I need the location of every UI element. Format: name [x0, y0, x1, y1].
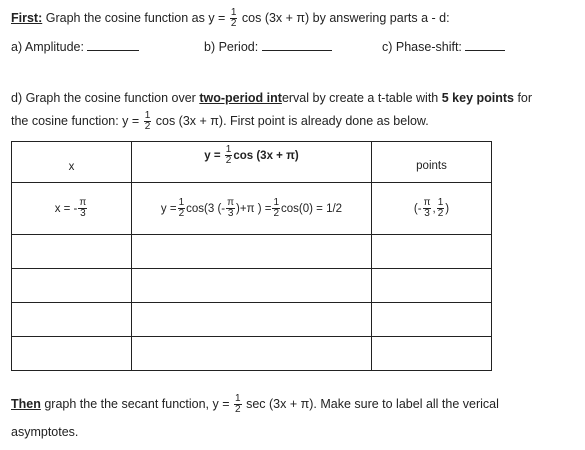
- cell-y-value[interactable]: y = $\frac{1}{2}$ cos(3 (- $\frac{\pi}{3}$ )+π ) = $\frac{1}{2}$ cos(0) = 1/2: [132, 183, 372, 235]
- intro-fraction: $\frac{1}{2}$: [230, 7, 237, 29]
- empty-cell[interactable]: [132, 303, 372, 337]
- intro-function: cos (3x + π) by answering parts a - d:: [241, 10, 450, 25]
- empty-cell[interactable]: [132, 337, 372, 371]
- table-row: [12, 235, 492, 269]
- phase-shift-blank[interactable]: [465, 40, 505, 51]
- header-y: y = $\frac{1}{2}$ cos (3x + π): [132, 142, 372, 183]
- period-blank[interactable]: [262, 40, 332, 51]
- intro-text: Graph the cosine function as y =: [45, 10, 226, 25]
- empty-cell[interactable]: [12, 269, 132, 303]
- key-points-emphasis: 5 key points: [441, 91, 514, 105]
- empty-cell[interactable]: [372, 337, 492, 371]
- empty-cell[interactable]: [12, 235, 132, 269]
- empty-cell[interactable]: [12, 337, 132, 371]
- empty-cell[interactable]: [372, 303, 492, 337]
- intro-label: First:: [11, 10, 43, 25]
- table-row: [12, 337, 492, 371]
- part-a: a) Amplitude:: [11, 40, 139, 54]
- empty-cell[interactable]: [372, 235, 492, 269]
- header-x: x: [12, 142, 132, 183]
- secant-line1: Then graph the the secant function, y = $\frac{1}{2}$ sec (3x + π). Make sure to label all the verical: [11, 393, 499, 415]
- part-d-fraction: $\frac{1}{2}$: [144, 110, 151, 132]
- secant-line2: asymptotes.: [11, 425, 79, 439]
- part-c: c) Phase-shift:: [382, 40, 505, 54]
- table-row: [12, 183, 492, 235]
- intro-line: [11, 8, 450, 29]
- t-table: [11, 141, 492, 371]
- amplitude-blank[interactable]: [87, 40, 139, 51]
- cell-x-value[interactable]: x = - $\frac{\pi}{3}$: [12, 183, 132, 235]
- header-points: points: [372, 142, 492, 183]
- part-b: b) Period:: [204, 40, 332, 54]
- two-period-emphasis: two-period int: [199, 91, 282, 105]
- empty-cell[interactable]: [132, 235, 372, 269]
- empty-cell[interactable]: [12, 303, 132, 337]
- cell-point-value[interactable]: (- $\frac{\pi}{3}$ , $\frac{1}{2}$ ): [372, 183, 492, 235]
- table-row: [12, 303, 492, 337]
- secant-label: Then: [11, 396, 41, 411]
- empty-cell[interactable]: [372, 269, 492, 303]
- part-d-line1: d) Graph the cosine function over two-period interval by create a t-table with 5 key points for: [11, 91, 533, 105]
- empty-cell[interactable]: [132, 269, 372, 303]
- part-d-line2: the cosine function: y = $\frac{1}{2}$ cos (3x + π). First point is already done as below.: [11, 110, 429, 132]
- secant-fraction: $\frac{1}{2}$: [235, 393, 241, 415]
- table-row: [12, 269, 492, 303]
- table-header-row: [12, 142, 492, 183]
